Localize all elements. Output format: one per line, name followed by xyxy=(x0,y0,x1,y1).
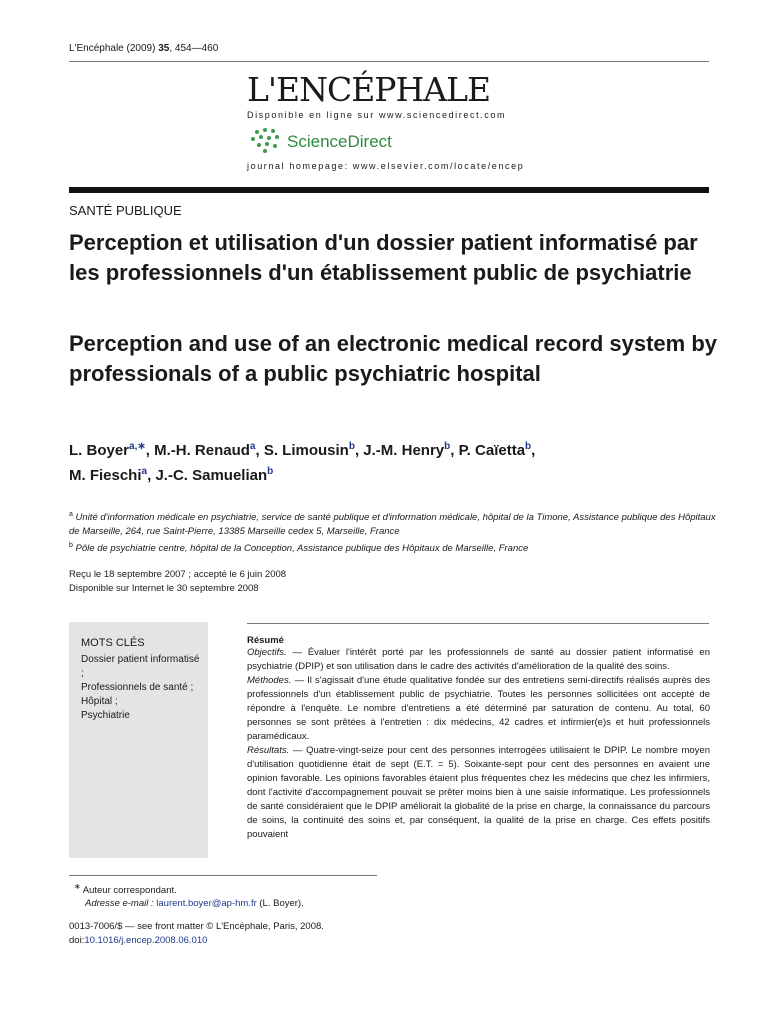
journal-logo: L'ENCÉPHALE xyxy=(247,70,491,109)
affiliation-a: $^a$ Unité d'information médicale en psychiatrie, service de santé publique et d'information médicale, hôpital de la Timone, Assistance publique des Hôpitaux de Marseille, 264, rue Saint-Pierre, 13385 Marseille cedex 5, Marseille, France xyxy=(69,511,716,538)
received-date: Reçu le 18 septembre 2007 ; accepté le 6 juin 2008 xyxy=(69,569,287,580)
header-thick-divider xyxy=(69,187,709,193)
author: P. Caïetta$^b$, xyxy=(458,441,536,459)
author: M.-H. Renaud$^a$, xyxy=(154,441,264,459)
journal-name: L'Encéphale (2009) xyxy=(69,43,156,54)
author-list xyxy=(69,436,719,486)
author-email-link[interactable]: laurent.boyer@ap-hm.fr xyxy=(156,898,257,910)
author: J.-C. Samuelian$^b$ xyxy=(155,466,274,484)
journal-pages: , 454—460 xyxy=(169,43,219,54)
journal-citation xyxy=(69,43,218,54)
section-label: SANTÉ PUBLIQUE xyxy=(69,203,182,218)
keyword: Professionnels de santé ; xyxy=(81,682,194,693)
abstract-divider xyxy=(247,623,709,624)
author: M. Fieschi$^a$, xyxy=(69,466,156,484)
top-divider xyxy=(69,61,709,62)
abstract-objectives: Objectifs. — Évaluer l'intérêt porté par les professionnels de santé au dossier patient informatisé en psychiatrie (DPIP) et son utilisation dans le cadre des activités d'amélioration de la qualité des soins. xyxy=(247,647,710,672)
title-english: Perception and use of an electronic medical record system by professionals of a public psychiatric hospital xyxy=(69,331,718,386)
online-date: Disponible sur Internet le 30 septembre 2008 xyxy=(69,583,259,594)
abstract-heading: Résumé xyxy=(247,635,284,646)
keyword: Psychiatrie xyxy=(81,710,130,721)
keywords-list xyxy=(81,653,201,723)
affiliations xyxy=(69,508,719,556)
author: L. Boyer$^{a,∗}$, xyxy=(69,441,155,459)
sciencedirect-wordmark: ScienceDirect xyxy=(287,132,392,151)
front-matter: 0013-7006/$ — see front matter © L'Encéphale, Paris, 2008. doi:10.1016/j.encep.2008.06.010 xyxy=(69,921,324,946)
journal-volume: 35 xyxy=(158,43,170,54)
affiliation-b: $^b$ Pôle de psychiatrie centre, hôpital de la Conception, Assistance publique des Hôpitaux de Marseille, France xyxy=(69,542,529,555)
article-dates xyxy=(69,568,286,596)
keyword: Dossier patient informatisé ; xyxy=(81,654,200,679)
footnote-divider xyxy=(69,875,377,876)
footnote: ∗ Auteur correspondant. Adresse e-mail : laurent.boyer@ap-hm.fr (L. Boyer). xyxy=(74,882,304,910)
title-french: Perception et utilisation d'un dossier patient informatisé par les professionnels d'un établissement public de psychiatrie xyxy=(69,230,698,285)
abstract-body xyxy=(247,646,710,842)
available-online: Disponible en ligne sur www.sciencedirect.com xyxy=(247,110,507,120)
footnote-mark: ∗ xyxy=(74,882,81,891)
doi-link[interactable]: 10.1016/j.encep.2008.06.010 xyxy=(84,935,208,946)
author: S. Limousin$^b$, xyxy=(263,441,364,459)
keywords-title: MOTS CLÉS xyxy=(81,637,145,649)
abstract-results: Résultats. — Quatre-vingt-seize pour cent des personnes interrogées utilisaient le DPIP. Le nombre moyen d'utilisation quotidienne était de sept (E.T. = 5). Soixante-sept pour cent des personnes en avaient une opinion favorable. Les opinions favorables étaient plus fréquentes chez les médecins que chez les infirmiers, dont l'activité d'accompagnement pouvait se prêter moins bien à une saisie informatique. Les professionnels de santé considéraient que le DPIP améliorait la globalité de la prise en charge, la connaissance du parcours de soins, la continuité des soins et, par conséquent, la qualité de la prise en charge. Ces effets positifs pouvaient xyxy=(247,745,710,840)
keyword: Hôpital ; xyxy=(81,696,118,707)
abstract-methods: Méthodes. — Il s'agissait d'une étude qualitative fondée sur des entretiens semi-directifs réalisés auprès des professionnels d'un établissement public de psychiatrie. Toutes les personnes sollicitées ont accepté de répondre à l'enquête. Le nombre d'entretiens a été déterminé par saturation de contenu. Au total, 60 personnes se sont prêtées à l'entretien : dix médecins, 42 cadres et infirmier(e)s et huit professionnels paramédicaux. xyxy=(247,675,710,742)
journal-homepage: journal homepage: www.elsevier.com/locate/encep xyxy=(247,161,525,171)
issn-line: 0013-7006/$ — see front matter © L'Encéphale, Paris, 2008. xyxy=(69,921,324,932)
author: J.-M. Henry$^b$, xyxy=(363,441,459,459)
